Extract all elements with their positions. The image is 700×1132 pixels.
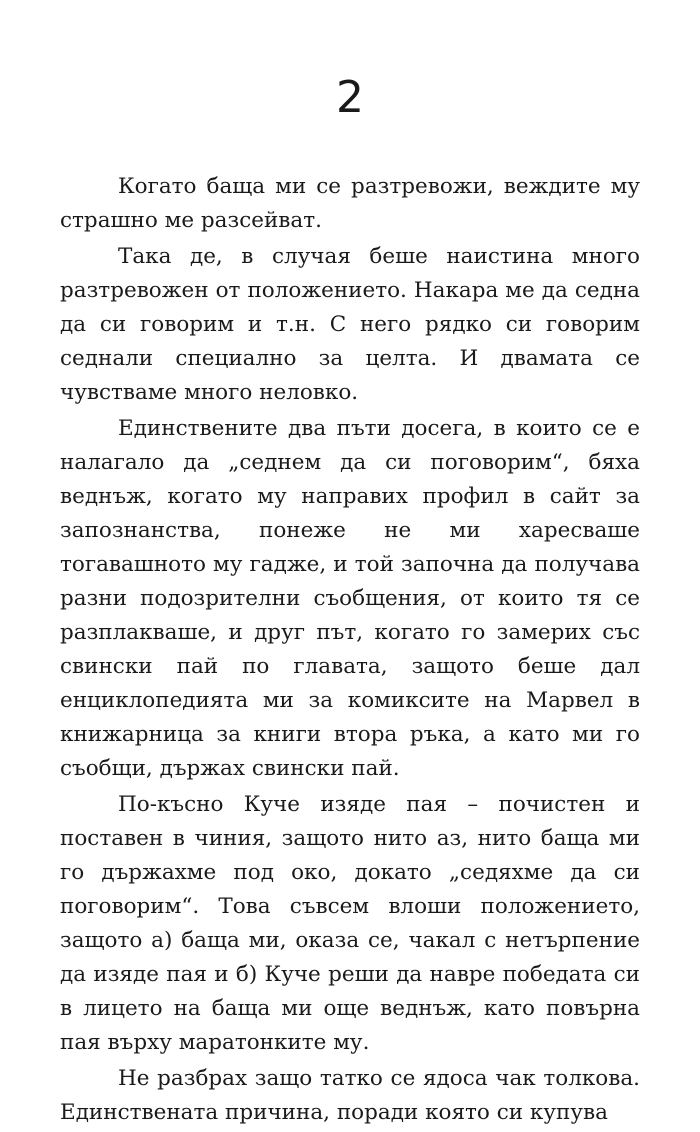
paragraph: Не разбрах защо татко се ядоса чак толкова. Единствената причина, поради която си купува (60, 1066, 640, 1125)
paragraph: По-късно Куче изяде пая – почистен и поставен в чиния, защото нито аз, нито баща ми го държахме под око, докато „седяхме да си поговорим“. Това съвсем влоши положението, защото а) баща ми, оказа се, чакал с нетърпение да изяде пая и б) Куче реши да навре победата си в лицето на баща ми още веднъж, като повърна пая върху маратонките му. (60, 792, 640, 1055)
chapter-body (60, 170, 640, 1132)
paragraph: Когато баща ми се разтревожи, веждите му страшно ме разсейват. (60, 174, 640, 233)
paragraph: Единствените два пъти досега, в които се е налагало да „седнем да си поговорим“, бяха веднъж, когато му направих профил в сайт за запознанства, понеже не ми харесваше тогавашното му гадже, и той започна да получава разни подозрителни съобщения, от които тя се разплакваше, и друг път, когато го замерих със свински пай по главата, защото беше дал енциклопедията ми за комиксите на Марвел в книжарница за книги втора ръка, а като ми го съобщи, държах свински пай. (60, 416, 640, 781)
chapter-number: 2 (336, 72, 364, 123)
paragraph: Така де, в случая беше наистина много разтревожен от положението. Накара ме да седна да си говорим и т.н. С него рядко си говорим седнали специално за целта. И двамата се чувстваме много неловко. (60, 244, 640, 405)
